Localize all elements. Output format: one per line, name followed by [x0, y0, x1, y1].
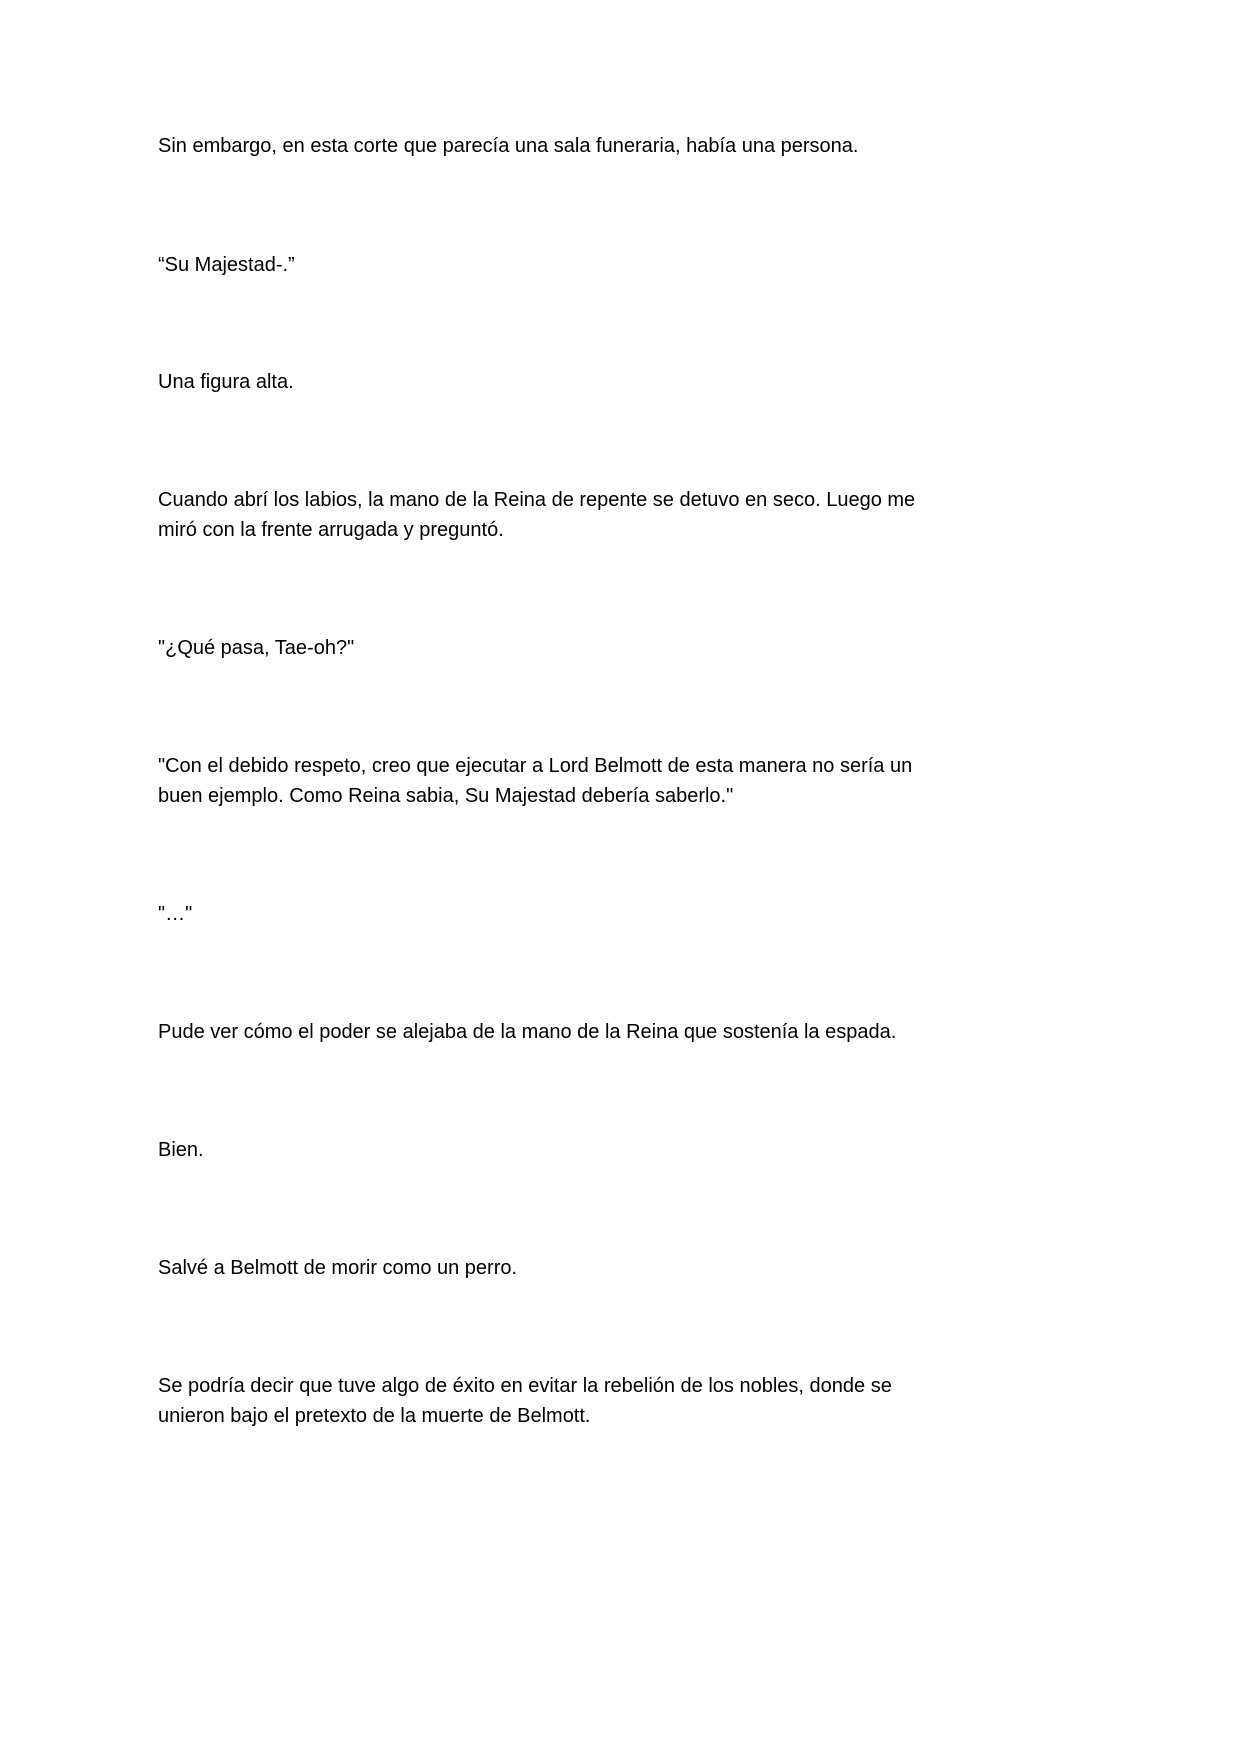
paragraph: “Su Majestad-.”	[158, 254, 295, 276]
paragraph: Salvé a Belmott de morir como un perro.	[158, 1257, 518, 1279]
paragraph: Pude ver cómo el poder se alejaba de la mano de la Reina que sostenía la espada.	[158, 1021, 897, 1043]
paragraph: Cuando abrí los labios, la mano de la Reina de repente se detuvo en seco. Luego me miró con la frente arrugada y preguntó.	[158, 489, 916, 541]
paragraph: Bien.	[158, 1139, 204, 1161]
paragraph: Se podría decir que tuve algo de éxito en evitar la rebelión de los nobles, donde se unieron bajo el pretexto de la muerte de Belmott.	[158, 1375, 892, 1427]
paragraph: Sin embargo, en esta corte que parecía una sala funeraria, había una persona.	[158, 135, 859, 157]
paragraph: "Con el debido respeto, creo que ejecutar a Lord Belmott de esta manera no sería un buen ejemplo. Como Reina sabia, Su Majestad debería saberlo."	[158, 755, 913, 807]
paragraph: Una figura alta.	[158, 371, 294, 393]
paragraph: "¿Qué pasa, Tae-oh?"	[158, 637, 355, 659]
paragraph: "…"	[158, 903, 193, 925]
